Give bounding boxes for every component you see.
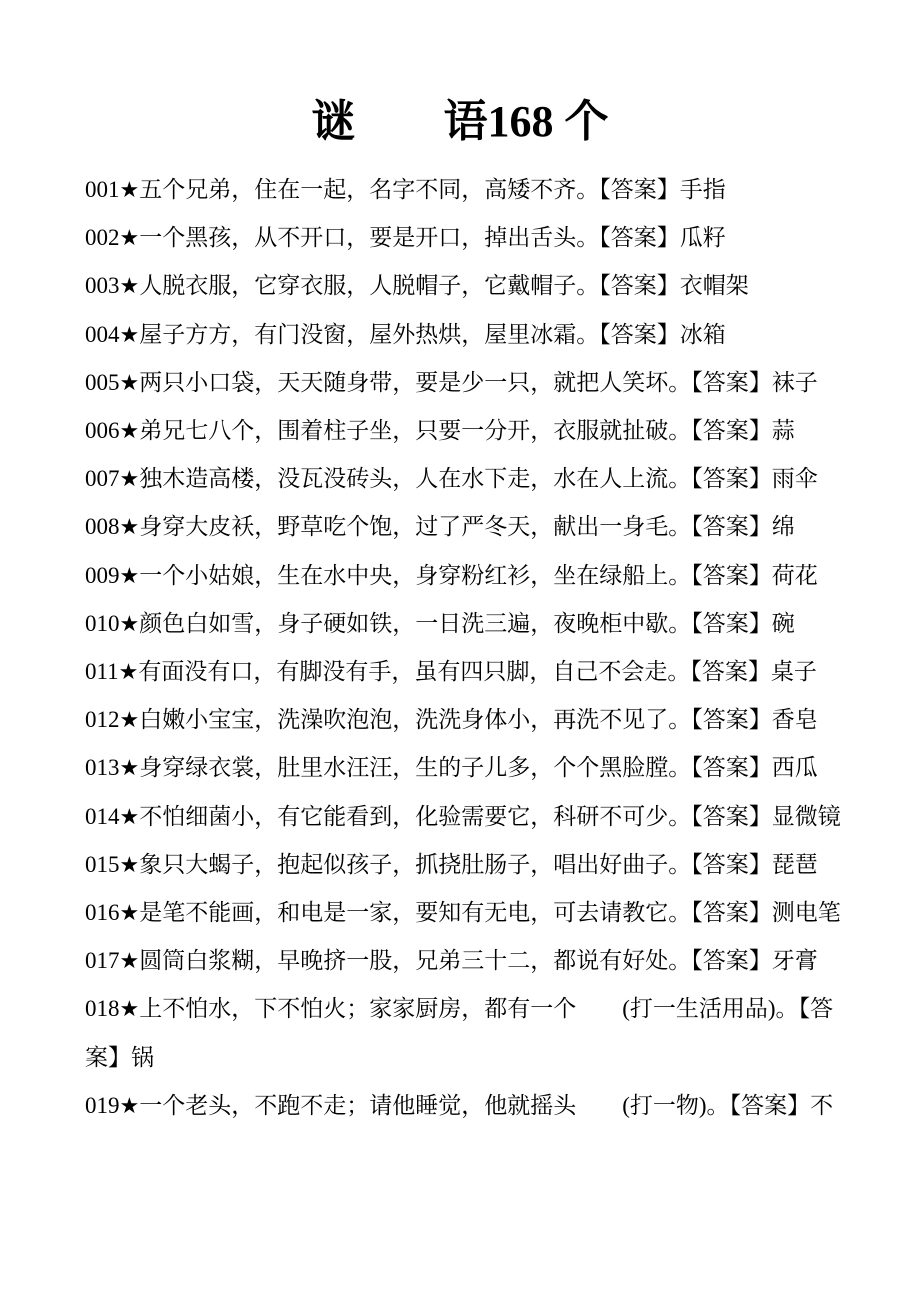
riddle-text: 一个老头，不跑不走；请他睡觉，他就摇头 (打一物)。 [139, 1092, 730, 1118]
star-icon: ★ [119, 948, 140, 974]
star-icon: ★ [119, 1092, 140, 1118]
riddle-number: 001 [85, 177, 120, 202]
answer-text: 琵琶 [771, 851, 818, 877]
riddle-number: 017 [85, 948, 120, 974]
answer-text: 牙膏 [771, 948, 818, 974]
star-icon: ★ [119, 803, 140, 829]
riddle-item [85, 744, 850, 792]
answer-label: 【答案】 [690, 659, 771, 685]
star-icon: ★ [119, 707, 140, 733]
riddle-text: 五个兄弟，住在一起，名字不同，高矮不齐。 [139, 177, 600, 202]
star-icon: ★ [119, 610, 140, 636]
riddle-number: 019 [85, 1092, 120, 1118]
answer-text: 西瓜 [771, 755, 818, 781]
answer-text: 香皂 [771, 707, 818, 733]
answer-label: 【答案】 [729, 1092, 811, 1118]
star-icon: ★ [119, 755, 140, 781]
riddle-text: 不怕细菌小，有它能看到，化验需要它，科研不可少。 [139, 803, 692, 829]
answer-label: 【答案】 [691, 369, 772, 395]
riddle-item [85, 600, 850, 648]
answer-text: 冰箱 [679, 321, 726, 347]
answer-text: 雨伞 [771, 466, 818, 492]
star-icon: ★ [119, 273, 140, 299]
riddle-number: 002 [85, 225, 120, 251]
riddle-number: 013 [85, 755, 120, 781]
riddle-item [85, 262, 850, 310]
riddle-number: 012 [85, 707, 120, 733]
riddle-text: 独木造高楼，没瓦没砖头，人在水下走，水在人上流。 [139, 466, 692, 492]
star-icon: ★ [119, 369, 140, 395]
riddle-item [85, 696, 850, 744]
answer-text: 不 [810, 1092, 834, 1118]
riddle-item [85, 889, 850, 937]
riddle-text: 一个黑孩，从不开口，要是开口，掉出舌头。 [139, 225, 600, 251]
answer-label: 【答案】 [691, 610, 772, 636]
riddle-number: 005 [85, 369, 120, 395]
riddle-number: 011 [85, 659, 119, 685]
answer-text: 锅 [131, 1044, 154, 1070]
answer-label: 【答案】 [691, 900, 772, 926]
riddle-item [85, 648, 850, 696]
answer-label: 【答案】 [691, 803, 772, 829]
riddle-number: 006 [85, 418, 120, 444]
answer-label: 【答案】 [691, 562, 772, 588]
star-icon: ★ [119, 514, 140, 540]
riddle-item [85, 166, 850, 214]
riddle-text: 颜色白如雪，身子硬如铁，一日洗三遍，夜晚柜中歇。 [139, 610, 692, 636]
answer-text: 手指 [679, 177, 726, 202]
riddle-item [85, 407, 850, 455]
riddle-item [85, 359, 850, 407]
star-icon: ★ [119, 562, 140, 588]
riddle-text: 有面没有口，有脚没有手，虽有四只脚，自己不会走。 [138, 659, 691, 685]
star-icon: ★ [119, 900, 140, 926]
answer-text: 袜子 [771, 369, 818, 395]
riddle-text: 圆筒白浆糊，早晚挤一股，兄弟三十二，都说有好处。 [139, 948, 692, 974]
riddle-number: 018 [85, 996, 120, 1022]
answer-label: 【答案】 [691, 707, 772, 733]
answer-label: 【答案】 [691, 514, 772, 540]
riddle-text: 是笔不能画，和电是一家，要知有无电，可去请教它。 [139, 900, 692, 926]
answer-label: 【答案】 [691, 948, 772, 974]
answer-label: 【答案】 [85, 996, 834, 1070]
riddle-text: 屋子方方，有门没窗，屋外热烘，屋里冰霜。 [139, 321, 600, 347]
riddle-item [85, 1082, 850, 1130]
riddle-number: 003 [85, 273, 120, 299]
star-icon: ★ [118, 659, 139, 685]
page-title: 谜 语168 个 [311, 97, 609, 146]
answer-label: 【答案】 [599, 225, 680, 251]
answer-label: 【答案】 [599, 273, 680, 299]
answer-text: 荷花 [771, 562, 818, 588]
riddle-item [85, 311, 850, 359]
riddle-number: 008 [85, 514, 120, 540]
riddle-item [85, 841, 850, 889]
riddle-item [85, 793, 850, 841]
riddle-item [85, 552, 850, 600]
riddle-number: 015 [85, 851, 120, 877]
star-icon: ★ [119, 466, 140, 492]
answer-label: 【答案】 [691, 418, 772, 444]
star-icon: ★ [119, 177, 140, 202]
riddle-text: 人脱衣服，它穿衣服，人脱帽子，它戴帽子。 [139, 273, 600, 299]
riddle-item [85, 455, 850, 503]
riddle-text: 身穿绿衣裳，肚里水汪汪，生的子儿多，个个黑脸膛。 [139, 755, 692, 781]
answer-text: 瓜籽 [679, 225, 726, 251]
riddle-number: 016 [85, 900, 120, 926]
riddle-number: 014 [85, 803, 120, 829]
answer-label: 【答案】 [599, 321, 680, 347]
riddle-item [85, 214, 850, 262]
riddle-number: 010 [85, 610, 120, 636]
riddle-text: 两只小口袋，天天随身带，要是少一只，就把人笑坏。 [139, 369, 692, 395]
answer-text: 测电笔 [771, 900, 841, 926]
answer-label: 【答案】 [691, 755, 772, 781]
answer-text: 绵 [771, 514, 795, 540]
answer-label: 【答案】 [599, 177, 680, 202]
answer-label: 【答案】 [691, 851, 772, 877]
answer-text: 蒜 [771, 418, 795, 444]
answer-text: 碗 [771, 610, 795, 636]
riddle-text: 弟兄七八个，围着柱子坐，只要一分开，衣服就扯破。 [139, 418, 692, 444]
riddle-item [85, 937, 850, 985]
answer-label: 【答案】 [691, 466, 772, 492]
star-icon: ★ [119, 996, 140, 1022]
riddle-text: 白嫩小宝宝，洗澡吹泡泡，洗洗身体小，再洗不见了。 [139, 707, 692, 733]
answer-text: 显微镜 [771, 803, 841, 829]
riddle-text: 上不怕水，下不怕火；家家厨房，都有一个 (打一生活用品)。 [139, 996, 799, 1022]
star-icon: ★ [119, 321, 140, 347]
star-icon: ★ [119, 418, 140, 444]
riddle-text: 一个小姑娘，生在水中央，身穿粉红衫，坐在绿船上。 [139, 562, 692, 588]
riddle-text: 身穿大皮袄，野草吃个饱，过了严冬天，献出一身毛。 [139, 514, 692, 540]
riddle-text: 象只大蝎子，抱起似孩子，抓挠肚肠子，唱出好曲子。 [139, 851, 692, 877]
riddle-number: 004 [85, 321, 120, 347]
star-icon: ★ [119, 851, 140, 877]
star-icon: ★ [119, 225, 140, 251]
riddle-list [85, 166, 850, 1130]
riddle-item [85, 985, 850, 1081]
answer-text: 衣帽架 [679, 273, 749, 299]
riddle-item [85, 503, 850, 551]
riddle-number: 009 [85, 562, 120, 588]
answer-text: 桌子 [770, 659, 817, 685]
riddle-number: 007 [85, 466, 120, 492]
